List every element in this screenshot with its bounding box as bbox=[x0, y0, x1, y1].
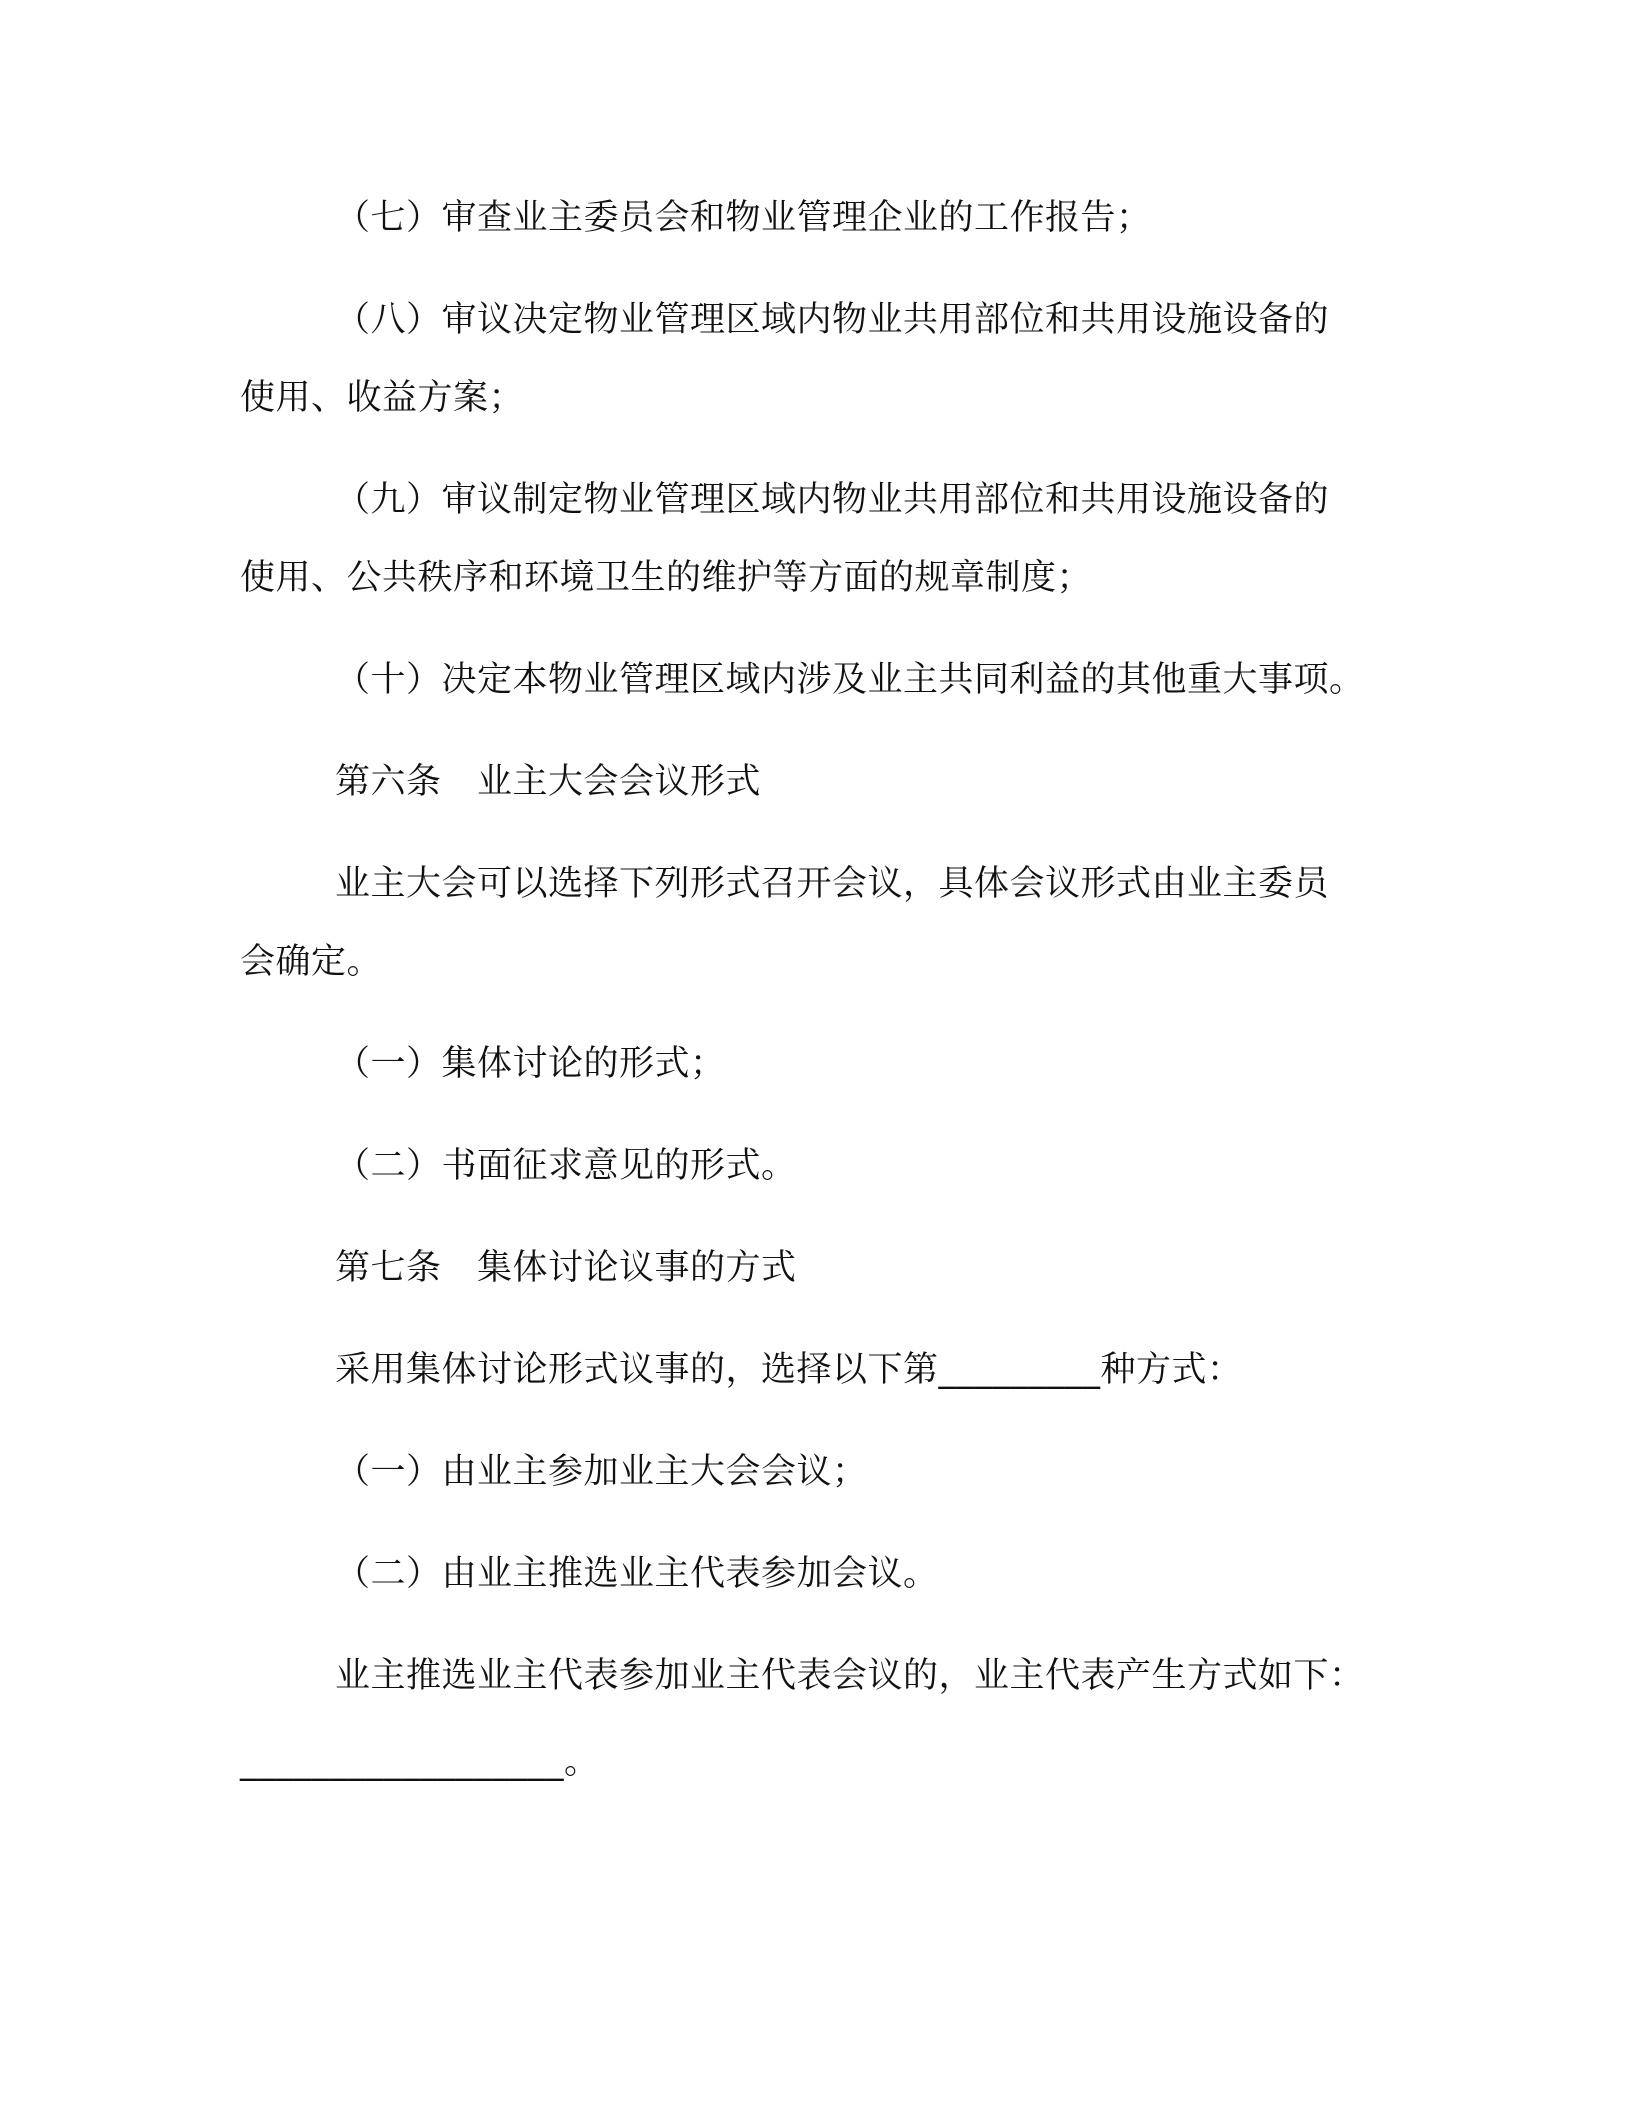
article-7-paragraph: 采用集体讨论形式议事的，选择以下第_________种方式： bbox=[335, 1350, 1243, 1390]
representative-paragraph-line-1: 业主推选业主代表参加业主代表会议的，业主代表产生方式如下： bbox=[335, 1656, 1365, 1696]
clause-9-line-2: 使用、公共秩序和环境卫生的维护等方面的规章制度； bbox=[240, 558, 1093, 598]
article-6-paragraph-line-2: 会确定。 bbox=[240, 942, 383, 982]
clause-8-line-2: 使用、收益方案； bbox=[240, 378, 525, 418]
article-7-option-2: （二）由业主推选业主代表参加会议。 bbox=[335, 1554, 939, 1594]
article-7-option-1: （一）由业主参加业主大会会议； bbox=[335, 1452, 868, 1492]
article-6-option-1: （一）集体讨论的形式； bbox=[335, 1044, 726, 1084]
clause-8-line-1: （八）审议决定物业管理区域内物业共用部位和共用设施设备的 bbox=[335, 300, 1330, 340]
clause-7-line: （七）审查业主委员会和物业管理企业的工作报告； bbox=[335, 198, 1152, 238]
article-6-paragraph-line-1: 业主大会可以选择下列形式召开会议，具体会议形式由业主委员 bbox=[335, 864, 1330, 904]
article-6-heading: 第六条 业主大会会议形式 bbox=[335, 762, 762, 802]
clause-10-line: （十）决定本物业管理区域内涉及业主共同利益的其他重大事项。 bbox=[335, 660, 1365, 700]
representative-blank-line: __________________。 bbox=[240, 1742, 600, 1782]
article-7-heading: 第七条 集体讨论议事的方式 bbox=[335, 1248, 797, 1288]
article-6-option-2: （二）书面征求意见的形式。 bbox=[335, 1146, 797, 1186]
clause-9-line-1: （九）审议制定物业管理区域内物业共用部位和共用设施设备的 bbox=[335, 480, 1330, 520]
